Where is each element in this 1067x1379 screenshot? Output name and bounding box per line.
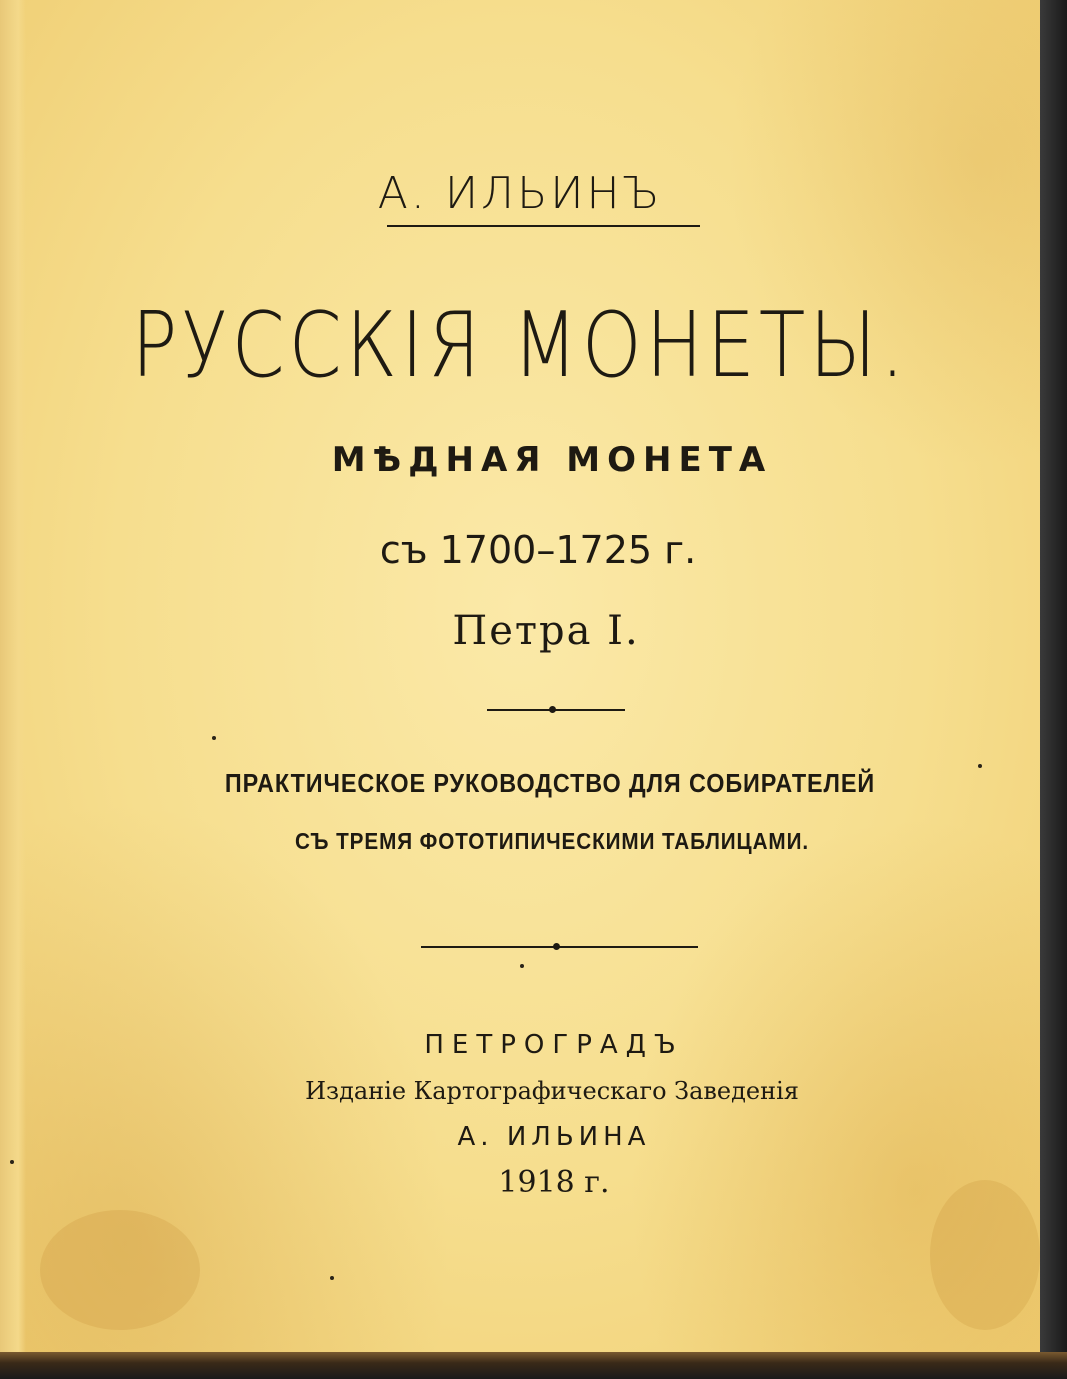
author-underline [387, 225, 700, 227]
ornamental-rule-bottom [421, 946, 698, 948]
imprint-city: ПЕТРОГРАДЪ [424, 1030, 684, 1060]
description-line-2: СЪ ТРЕМЯ ФОТОТИПИЧЕСКИМИ ТАБЛИЦАМИ. [294, 828, 810, 854]
imprint-publisher-name: А. ИЛЬИНА [457, 1122, 651, 1152]
scan-background-right [1040, 0, 1067, 1379]
imprint-publisher: Изданiе Картографическаго Заведенiя [305, 1077, 799, 1105]
ink-speck [520, 964, 524, 968]
scan-background-bottom [0, 1352, 1067, 1379]
year-range: съ 1700–1725 г. [379, 528, 697, 572]
stain [930, 1180, 1040, 1330]
ink-speck [978, 764, 982, 768]
tsar-name: Петра I. [452, 608, 640, 654]
ornamental-rule-top [487, 709, 625, 711]
description-line-1: ПРАКТИЧЕСКОЕ РУКОВОДСТВО ДЛЯ СОБИРАТЕЛЕЙ [224, 768, 876, 798]
book-title: РУССКIЯ МОНЕТЫ. [131, 292, 909, 398]
stain [40, 1210, 200, 1330]
ornament-dot [549, 706, 556, 713]
ink-speck [212, 736, 216, 740]
book-subtitle: МѢДНАЯ МОНЕТА [331, 440, 773, 480]
ornament-dot [553, 943, 560, 950]
ink-speck [10, 1160, 14, 1164]
imprint-year: 1918 г. [498, 1165, 610, 1200]
author-name: А. ИЛЬИНЪ [377, 168, 663, 219]
ink-speck [330, 1276, 334, 1280]
